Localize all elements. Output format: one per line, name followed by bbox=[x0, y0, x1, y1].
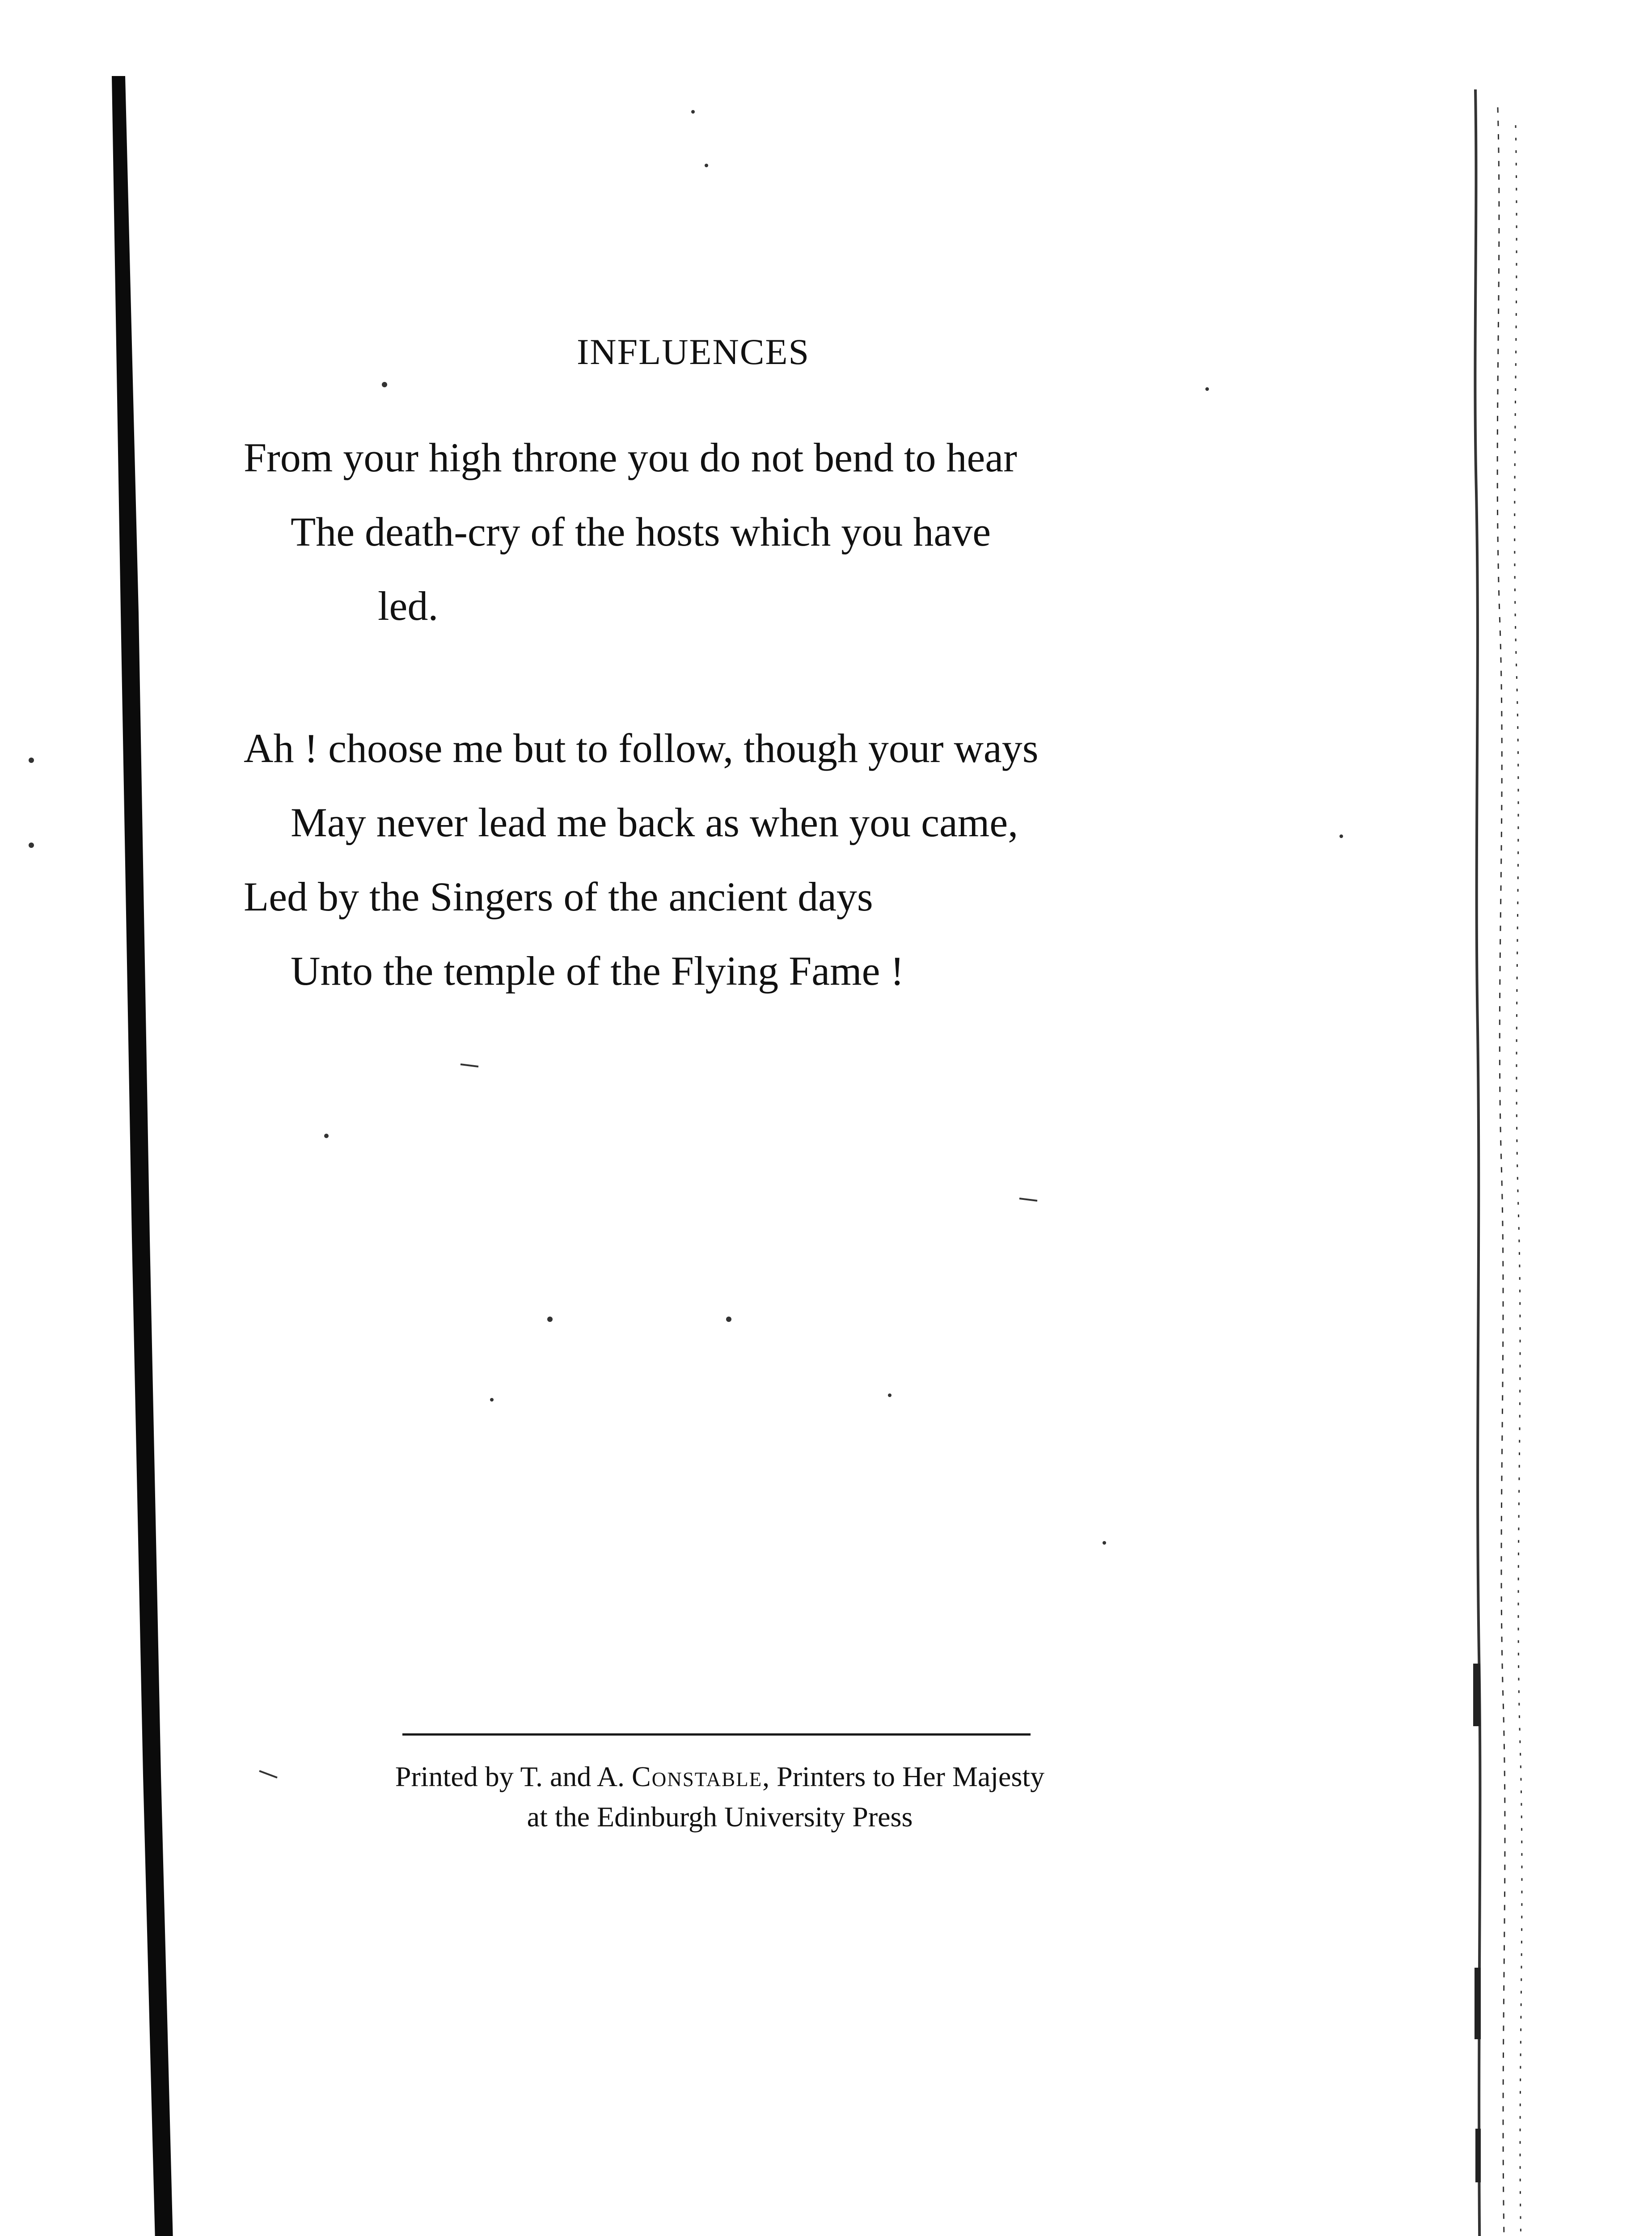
stanza-1 bbox=[244, 420, 1017, 643]
verse-line: From your high throne you do not bend to hear bbox=[244, 435, 1017, 480]
verse-line: May never lead me back as when you came, bbox=[291, 800, 1018, 845]
verse-line: led. bbox=[378, 583, 439, 629]
imprint-suffix: , Printers to Her Majesty bbox=[762, 1761, 1045, 1792]
verse-line: Ah ! choose me but to follow, though your ways bbox=[244, 725, 1039, 771]
verse-line: The death-cry of the hosts which you have bbox=[291, 509, 991, 555]
divider-rule bbox=[402, 1733, 1031, 1736]
imprint-line-2: at the Edinburgh University Press bbox=[527, 1801, 913, 1833]
poem-title: INFLUENCES bbox=[577, 331, 810, 372]
imprint-prefix: Printed by T. and A. bbox=[395, 1761, 632, 1792]
printer-imprint bbox=[322, 1757, 1118, 1837]
verse-line: Led by the Singers of the ancient days bbox=[244, 874, 873, 919]
stanza-2 bbox=[244, 711, 1039, 1008]
printer-name: Constable bbox=[632, 1761, 763, 1792]
verse-line: Unto the temple of the Flying Fame ! bbox=[291, 948, 904, 994]
imprint-line-1 bbox=[322, 1757, 1118, 1797]
